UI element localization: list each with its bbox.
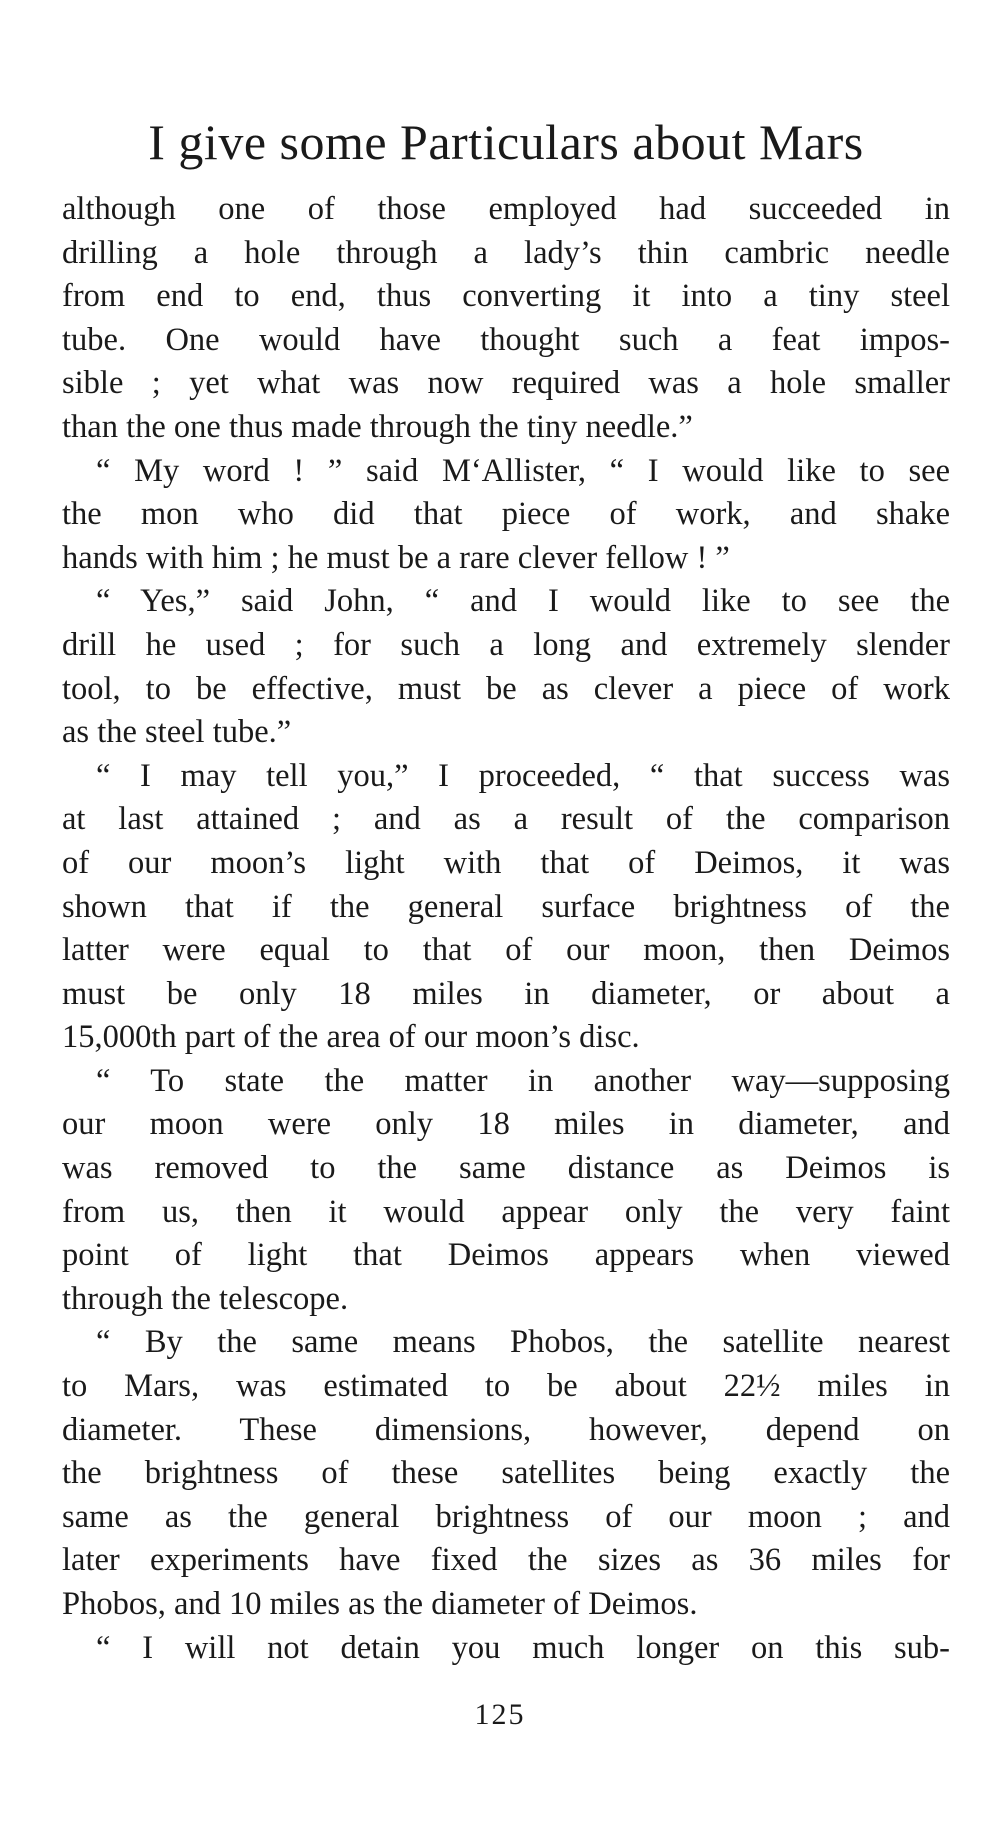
- text-line: “ My word ! ” said M‘Allister, “ I would like to see: [96, 452, 950, 489]
- text-line: than the one thus made through the tiny needle.”: [62, 408, 693, 445]
- paragraph: [62, 1627, 950, 1671]
- text-line: of our moon’s light with that of Deimos, it was: [62, 844, 950, 881]
- text-line: our moon were only 18 miles in diameter, and: [62, 1106, 950, 1143]
- text-line: drilling a hole through a lady’s thin cambric needle: [62, 234, 950, 271]
- text-line: diameter. These dimensions, however, depend on: [62, 1411, 950, 1448]
- page-number: 125: [474, 1698, 526, 1731]
- text-line: latter were equal to that of our moon, then Deimos: [62, 932, 950, 969]
- text-line: later experiments have fixed the sizes as 36 miles for: [62, 1542, 950, 1579]
- text-line: “ By the same means Phobos, the satellite nearest: [96, 1324, 950, 1361]
- text-line: drill he used ; for such a long and extremely slender: [62, 626, 950, 663]
- text-line: from end to end, thus converting it into a tiny steel: [62, 278, 950, 315]
- text-line: through the telescope.: [62, 1280, 349, 1317]
- paragraph: [62, 450, 950, 581]
- text-line: to Mars, was estimated to be about 22½ miles in: [62, 1368, 950, 1405]
- text-line: “ I may tell you,” I proceeded, “ that success was: [96, 757, 950, 794]
- text-line: hands with him ; he must be a rare clever fellow ! ”: [62, 539, 730, 576]
- paragraph: [62, 755, 950, 1060]
- text-line: “ Yes,” said John, “ and I would like to see the: [96, 583, 950, 620]
- paragraph: [62, 1060, 950, 1322]
- text-line: the mon who did that piece of work, and shake: [62, 496, 950, 533]
- text-line: must be only 18 miles in diameter, or about a: [62, 975, 950, 1012]
- text-line: sible ; yet what was now required was a hole smaller: [62, 365, 950, 402]
- text-line: 15,000th part of the area of our moon’s disc.: [62, 1019, 640, 1056]
- text-line: as the steel tube.”: [62, 714, 292, 751]
- text-line: “ I will not detain you much longer on this sub-: [96, 1629, 950, 1666]
- text-line: shown that if the general surface brightness of the: [62, 888, 950, 925]
- text-line: the brightness of these satellites being exactly the: [62, 1455, 950, 1492]
- text-line: at last attained ; and as a result of the comparison: [62, 801, 950, 838]
- text-line: was removed to the same distance as Deimos is: [62, 1150, 950, 1187]
- paragraph: [62, 188, 950, 450]
- text-line: from us, then it would appear only the very faint: [62, 1193, 950, 1230]
- text-line: although one of those employed had succeeded in: [62, 191, 950, 227]
- text-line: Phobos, and 10 miles as the diameter of Deimos.: [62, 1586, 698, 1622]
- text-line: “ To state the matter in another way—supposing: [96, 1062, 950, 1099]
- paragraph: [62, 1321, 950, 1626]
- body-text: [62, 188, 950, 1670]
- paragraph: [62, 580, 950, 754]
- text-line: tube. One would have thought such a feat impos-: [62, 321, 950, 358]
- text-line: same as the general brightness of our moon ; and: [62, 1498, 950, 1535]
- text-line: point of light that Deimos appears when viewed: [62, 1237, 950, 1274]
- running-head: I give some Particulars about Mars: [148, 114, 864, 170]
- text-line: tool, to be effective, must be as clever a piece of work: [62, 670, 950, 707]
